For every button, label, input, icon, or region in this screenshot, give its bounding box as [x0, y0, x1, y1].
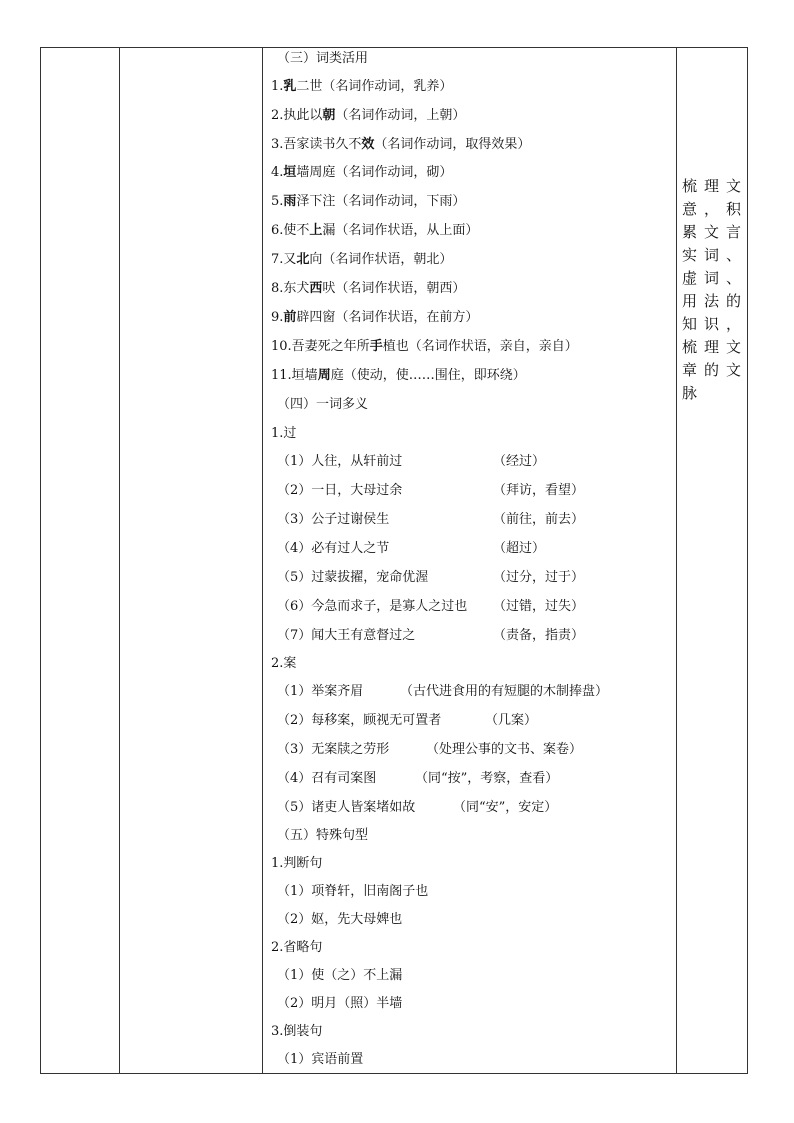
item-gloss: （几案） [485, 713, 538, 728]
section-heading-huoyong: （三）词类活用 [277, 51, 369, 66]
list-item [277, 454, 402, 470]
list-item [277, 483, 402, 499]
list-item [277, 1052, 363, 1068]
subheading-panduan: 1.判断句 [271, 856, 323, 871]
item-text: 植也（名词作状语，亲自，亲自） [382, 339, 578, 354]
list-item [277, 884, 428, 900]
huoyong-item [271, 310, 478, 326]
item-number: （2） [277, 912, 312, 927]
item-text: 泽下注（名词作动词，下雨） [296, 194, 466, 209]
item-sentence: 妪，先大母婢也 [311, 912, 403, 927]
item-sentence: 使（之）不上漏 [311, 968, 403, 983]
empty-cell-1 [41, 48, 120, 1074]
list-item [277, 684, 363, 700]
list-item [277, 968, 402, 984]
item-number: （1） [277, 968, 312, 983]
item-sentence: 无案牍之劳形 [311, 742, 390, 757]
item-sentence: 召有司案图 [311, 771, 377, 786]
item-number: （2） [277, 713, 312, 728]
item-text: 向（名词作状语，朝北） [309, 252, 453, 267]
list-item [277, 628, 415, 644]
item-text: 墙周庭（名词作动词，砌） [296, 165, 453, 180]
item-text: 11.垣墙 [271, 368, 318, 383]
item-text: （名词作动词，取得效果） [374, 137, 531, 152]
item-number: （3） [277, 512, 312, 527]
item-number: （1） [277, 684, 312, 699]
huoyong-item [271, 79, 452, 95]
section-heading-jushi: （五）特殊句型 [277, 828, 369, 843]
item-text: 6.使不 [271, 223, 310, 238]
subheading-shenglue: 2.省略句 [271, 940, 323, 955]
item-sentence: 今急而求子，是寡人之过也 [311, 599, 468, 614]
key-word: 朝 [322, 108, 336, 123]
item-text: 吠（名词作状语，朝西） [322, 281, 466, 296]
item-gloss: （处理公事的文书、案卷） [426, 742, 583, 757]
list-item [277, 541, 389, 557]
item-gloss: （过分，过于） [493, 570, 585, 585]
item-sentence: 每移案，顾视无可置者 [311, 713, 442, 728]
list-item [277, 742, 389, 758]
item-gloss: （责备，指责） [493, 628, 585, 643]
item-text: （名词作动词，上朝） [335, 108, 466, 123]
item-number: （1） [277, 884, 312, 899]
word-heading-an: 2.案 [271, 656, 297, 671]
item-sentence: 公子过谢侯生 [311, 512, 390, 527]
item-sentence: 一日，大母过余 [311, 483, 403, 498]
list-item [277, 771, 376, 787]
side-note-cell [677, 48, 748, 1074]
item-text: 7.又 [271, 252, 297, 267]
item-sentence: 闻大王有意督过之 [311, 628, 416, 643]
item-text: 8.东犬 [271, 281, 310, 296]
key-word: 手 [369, 339, 383, 354]
item-gloss: （拜访，看望） [493, 483, 585, 498]
lesson-table [40, 47, 748, 1074]
item-number: （3） [277, 742, 312, 757]
key-word: 前 [283, 310, 297, 325]
list-item [277, 800, 415, 816]
huoyong-item [271, 339, 578, 355]
content-cell [263, 48, 677, 1074]
item-text: 9. [271, 310, 284, 325]
huoyong-item [271, 165, 452, 181]
item-sentence: 诸吏人皆案堵如故 [311, 800, 416, 815]
item-sentence: 必有过人之节 [311, 541, 390, 556]
item-text: 庭（使动，使……围住，即环绕） [330, 368, 526, 383]
list-item [277, 912, 402, 928]
key-word: 效 [361, 137, 375, 152]
table-row [41, 48, 748, 1074]
key-word: 上 [309, 223, 323, 238]
item-sentence: 过蒙拔擢，宠命优渥 [311, 570, 429, 585]
item-number: （4） [277, 541, 312, 556]
key-word: 乳 [283, 79, 297, 94]
content-area [263, 48, 676, 1073]
item-sentence: 人往，从轩前过 [311, 454, 403, 469]
item-number: （5） [277, 570, 312, 585]
item-text: 5. [271, 194, 284, 209]
item-text: 10.吾妻死之年所 [271, 339, 370, 354]
item-sentence: 项脊轩，旧南阁子也 [311, 884, 429, 899]
huoyong-item [271, 108, 465, 124]
list-item [277, 570, 428, 586]
item-text: 辟四窗（名词作状语，在前方） [296, 310, 479, 325]
huoyong-item [271, 252, 452, 268]
empty-cell-2 [120, 48, 263, 1074]
item-text: 二世（名词作动词，乳养） [296, 79, 453, 94]
item-text: 3.吾家读书久不 [271, 137, 362, 152]
item-sentence: 明月（照）半墙 [311, 996, 403, 1011]
huoyong-item [271, 368, 526, 384]
item-number: （1） [277, 454, 312, 469]
item-gloss: （同“按”，考察，查看） [415, 771, 559, 786]
key-word: 西 [309, 281, 323, 296]
huoyong-item [271, 281, 465, 297]
list-item [277, 512, 389, 528]
item-text: 4. [271, 165, 284, 180]
key-word: 雨 [283, 194, 297, 209]
item-number: （6） [277, 599, 312, 614]
list-item [277, 599, 467, 615]
item-number: （7） [277, 628, 312, 643]
item-number: （5） [277, 800, 312, 815]
item-sentence: 宾语前置 [311, 1052, 364, 1067]
huoyong-item [271, 223, 478, 239]
item-text: 2.执此以 [271, 108, 323, 123]
item-number: （2） [277, 483, 312, 498]
item-number: （1） [277, 1052, 312, 1067]
side-note: 梳理文意，积累文言实词、虚词、用法的知识，梳理文章的文脉 [682, 177, 742, 402]
list-item [277, 996, 402, 1012]
side-note-area [677, 48, 747, 1073]
item-gloss: （同“安”，安定） [453, 800, 558, 815]
section-heading-duoyi: （四）一词多义 [277, 397, 369, 412]
key-word: 北 [296, 252, 310, 267]
item-text: 漏（名词作状语，从上面） [322, 223, 479, 238]
item-gloss: （超过） [493, 541, 546, 556]
huoyong-item [271, 137, 530, 153]
word-heading-guo: 1.过 [271, 426, 297, 441]
item-gloss: （古代进食用的有短腿的木制捧盘） [400, 684, 609, 699]
item-sentence: 举案齐眉 [311, 684, 364, 699]
item-gloss: （前往，前去） [493, 512, 585, 527]
item-gloss: （过错，过失） [493, 599, 585, 614]
item-gloss: （经过） [493, 454, 546, 469]
item-number: （4） [277, 771, 312, 786]
key-word: 周 [317, 368, 331, 383]
item-text: 1. [271, 79, 284, 94]
huoyong-item [271, 194, 465, 210]
subheading-daozhuang: 3.倒装句 [271, 1024, 323, 1039]
list-item [277, 713, 441, 729]
key-word: 垣 [283, 165, 297, 180]
item-number: （2） [277, 996, 312, 1011]
